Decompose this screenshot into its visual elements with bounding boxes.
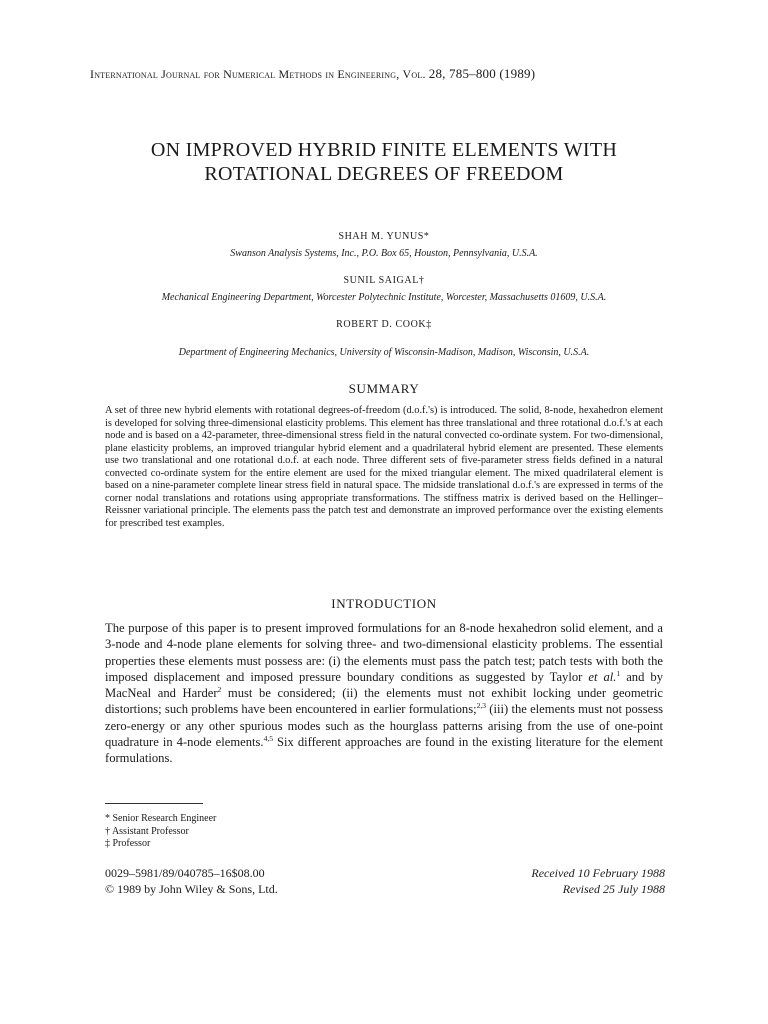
introduction-heading: INTRODUCTION <box>331 596 437 611</box>
author-name: ROBERT D. COOK‡ <box>336 319 432 330</box>
dates <box>440 866 665 897</box>
citation: 1 <box>616 668 621 678</box>
author-affiliation: Mechanical Engineering Department, Worcester Polytechnic Institute, Worcester, Massachusetts 01609, U.S.A. <box>161 292 607 303</box>
footnotes <box>105 813 216 851</box>
citation: 2,3 <box>476 701 487 711</box>
et-al: et al. <box>588 669 617 684</box>
volume-label: Vol. <box>402 67 426 81</box>
volume-pages: 28, 785–800 (1989) <box>428 66 536 81</box>
paper-title <box>84 138 684 186</box>
received-date: Received 10 February 1988 <box>531 866 665 880</box>
summary-text: A set of three new hybrid elements with rotational degrees-of-freedom (d.o.f.'s) is introduced. The solid, 8-node, hexahedron element is developed for solving three-dimensional elasticity problems. This element has three translational and three rotational d.o.f.'s at each node and is based on a 42-parameter, three-dimensional stress field in the natural convected co-ordinate system. For two-dimensional, plane elasticity problems, an improved triangular hybrid element and a quadrilateral hybrid element are presented. These elements use two translational and one rotational d.o.f. at each node. Three different sets of five-parameter stress fields defined in a natural convected co-ordinate system for the entire element are used for the mixed triangular element. The mixed quadrilateral element is based on a nine-parameter complete linear stress field in natural space. The midside translational d.o.f.'s are expressed in terms of the corner nodal translations and rotations using appropriate transformations. The stiffness matrix is derived based on the Hellinger–Reissner variational principle. The elements pass the patch test and demonstrate an improved performance over the existing elements for prescribed test examples. <box>105 405 663 529</box>
publication-info <box>105 866 278 897</box>
footnote: ‡ Professor <box>105 838 151 849</box>
title-line-1: ON IMPROVED HYBRID FINITE ELEMENTS WITH <box>150 139 618 161</box>
footnote: * Senior Research Engineer <box>105 813 217 824</box>
author-affiliation: Department of Engineering Mechanics, University of Wisconsin-Madison, Madison, Wisconsin, U.S.A. <box>178 347 590 358</box>
citation: 2 <box>217 685 222 694</box>
footnote-divider <box>105 803 203 804</box>
footnote: † Assistant Professor <box>105 825 189 837</box>
copyright: © 1989 by John Wiley & Sons, Ltd. <box>105 881 278 896</box>
publication-code: 0029–5981/89/040785–16$08.00 <box>105 866 265 880</box>
author-affiliation: Swanson Analysis Systems, Inc., P.O. Box 65, Houston, Pennsylvania, U.S.A. <box>230 248 538 259</box>
citation: 4,5 <box>263 733 274 743</box>
summary-heading: SUMMARY <box>348 381 420 396</box>
title-line-2: ROTATIONAL DEGREES OF FREEDOM <box>204 163 564 185</box>
author-name: SUNIL SAIGAL† <box>343 275 425 286</box>
journal-header <box>90 66 690 82</box>
introduction-text: The purpose of this paper is to present improved formulations for an 8-node hexahedron solid element, and a 3-node and 4-node plane elements for solving three- and two-dimensional elasticity problems. The essential properties these elements must possess are: (i) the elements must pass the patch test; patch tests with both the imposed displacement and imposed pressure boundary conditions as suggested by Taylor et al.$^1$ and by MacNeal and Harder$^2$ must be considered; (ii) the elements must not exhibit locking under geometric distortions; such problems have been encountered in earlier formulations;$^{2,3}$ (iii) the elements must not possess zero-energy or any other spurious modes such as the hourglass patterns arising from the use of one-point quadrature in 4-node elements.$^{4,5}$ Six different approaches are found in the existing literature for the element formulations. <box>105 621 664 766</box>
revised-date: Revised 25 July 1988 <box>562 881 665 896</box>
journal-name: International Journal for Numerical Methods in Engineering, <box>90 67 400 81</box>
author-name: SHAH M. YUNUS* <box>338 231 430 242</box>
